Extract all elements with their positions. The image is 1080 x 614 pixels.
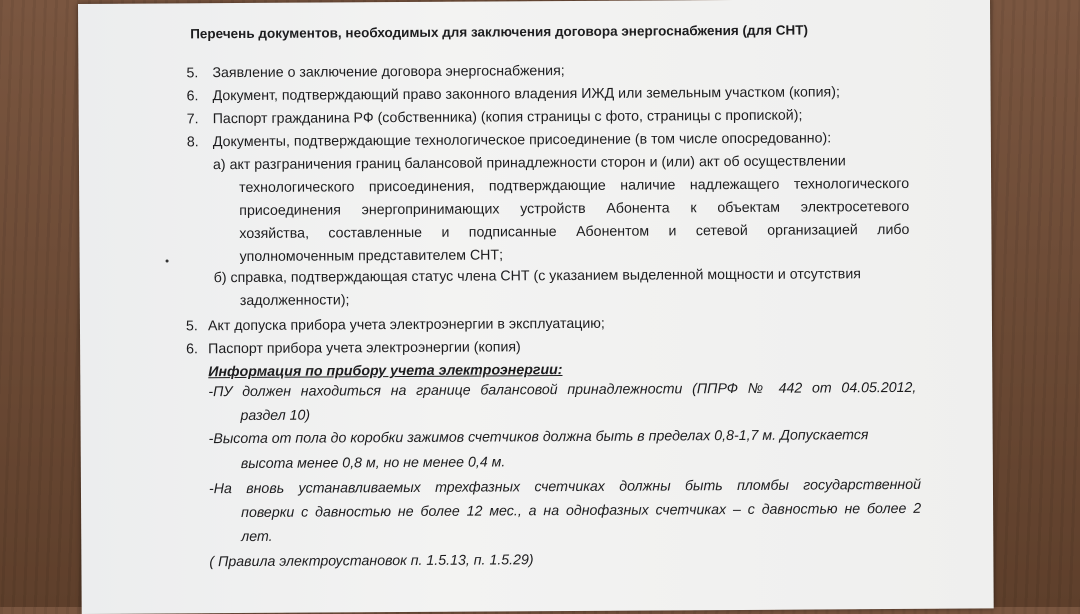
list-item (187, 83, 840, 105)
info-heading: Информация по прибору учета электроэнергии: (208, 362, 563, 381)
ink-speck (166, 259, 169, 262)
item-number: 6. (186, 341, 199, 358)
info-footer: ( Правила электроустановок п. 1.5.13, п. 1.5.29) (209, 552, 534, 571)
info-line: -На вновь устанавливаемых трехфазных счетчиках должны быть пломбы государственной (208, 476, 922, 498)
sub-item-a-line: присоединения энергопринимающих устройств Абонента к объектам электросетевого (239, 198, 910, 220)
info-line: высота менее 0,8 м, но не менее 0,4 м. (240, 454, 506, 473)
info-line: поверки с давностью не более 12 мес., а на однофазных счетчиках – с давностью не более 2 (241, 500, 922, 522)
list-item (187, 129, 831, 151)
sub-item-a-line: уполномоченным представителем СНТ; (239, 247, 504, 266)
document-sheet (78, 0, 994, 614)
sub-item-a-line: технологического присоединения, подтверждающие наличие надлежащего технологического (239, 175, 910, 197)
item-text: Документы, подтверждающие технологическое присоединение (в том числе опосредованно): (212, 130, 832, 151)
list-item (186, 315, 605, 336)
item-text: Акт допуска прибора учета электроэнергии в эксплуатацию; (207, 315, 605, 335)
item-number: 6. (186, 88, 199, 105)
sub-item-b-line: б) справка, подтверждающая статус члена СНТ (с указанием выделенной мощности и отсутствия (213, 266, 861, 287)
item-number: 8. (186, 134, 199, 151)
info-line: -ПУ должен находиться на границе балансовой принадлежности (ППРФ № 442 от 04.05.2012, (208, 379, 917, 401)
info-line: раздел 10) (240, 407, 311, 425)
list-item (186, 62, 564, 82)
item-number: 5. (185, 318, 198, 335)
item-text: Документ, подтверждающий право законного владения ИЖД или земельным участком (копия); (212, 84, 840, 105)
item-text: Паспорт гражданина РФ (собственника) (копия страницы с фото, страницы с пропиской); (212, 107, 803, 128)
info-line: лет. (241, 528, 273, 546)
item-text: Паспорт прибора учета электроэнергии (копия) (208, 339, 521, 358)
item-number: 5. (186, 65, 199, 82)
sub-item-a-line: а) акт разграничения границ балансовой принадлежности сторон и (или) акт об осуществлении (212, 153, 846, 174)
list-item (186, 338, 521, 358)
item-text: Заявление о заключение договора энергоснабжения; (212, 63, 565, 82)
sub-item-b-line: задолженности); (239, 292, 350, 310)
list-item (187, 107, 803, 129)
sub-item-a-line: хозяйства, составленные и подписанные Абонентом и сетевой организацией либо (239, 221, 910, 243)
item-number: 7. (186, 111, 199, 128)
info-line: -Высота от пола до коробки зажимов счетчиков должна быть в пределах 0,8-1,7 м. Допускается (208, 427, 869, 448)
document-title: Перечень документов, необходимых для заключения договора энергоснабжения (для СНТ) (190, 22, 809, 42)
